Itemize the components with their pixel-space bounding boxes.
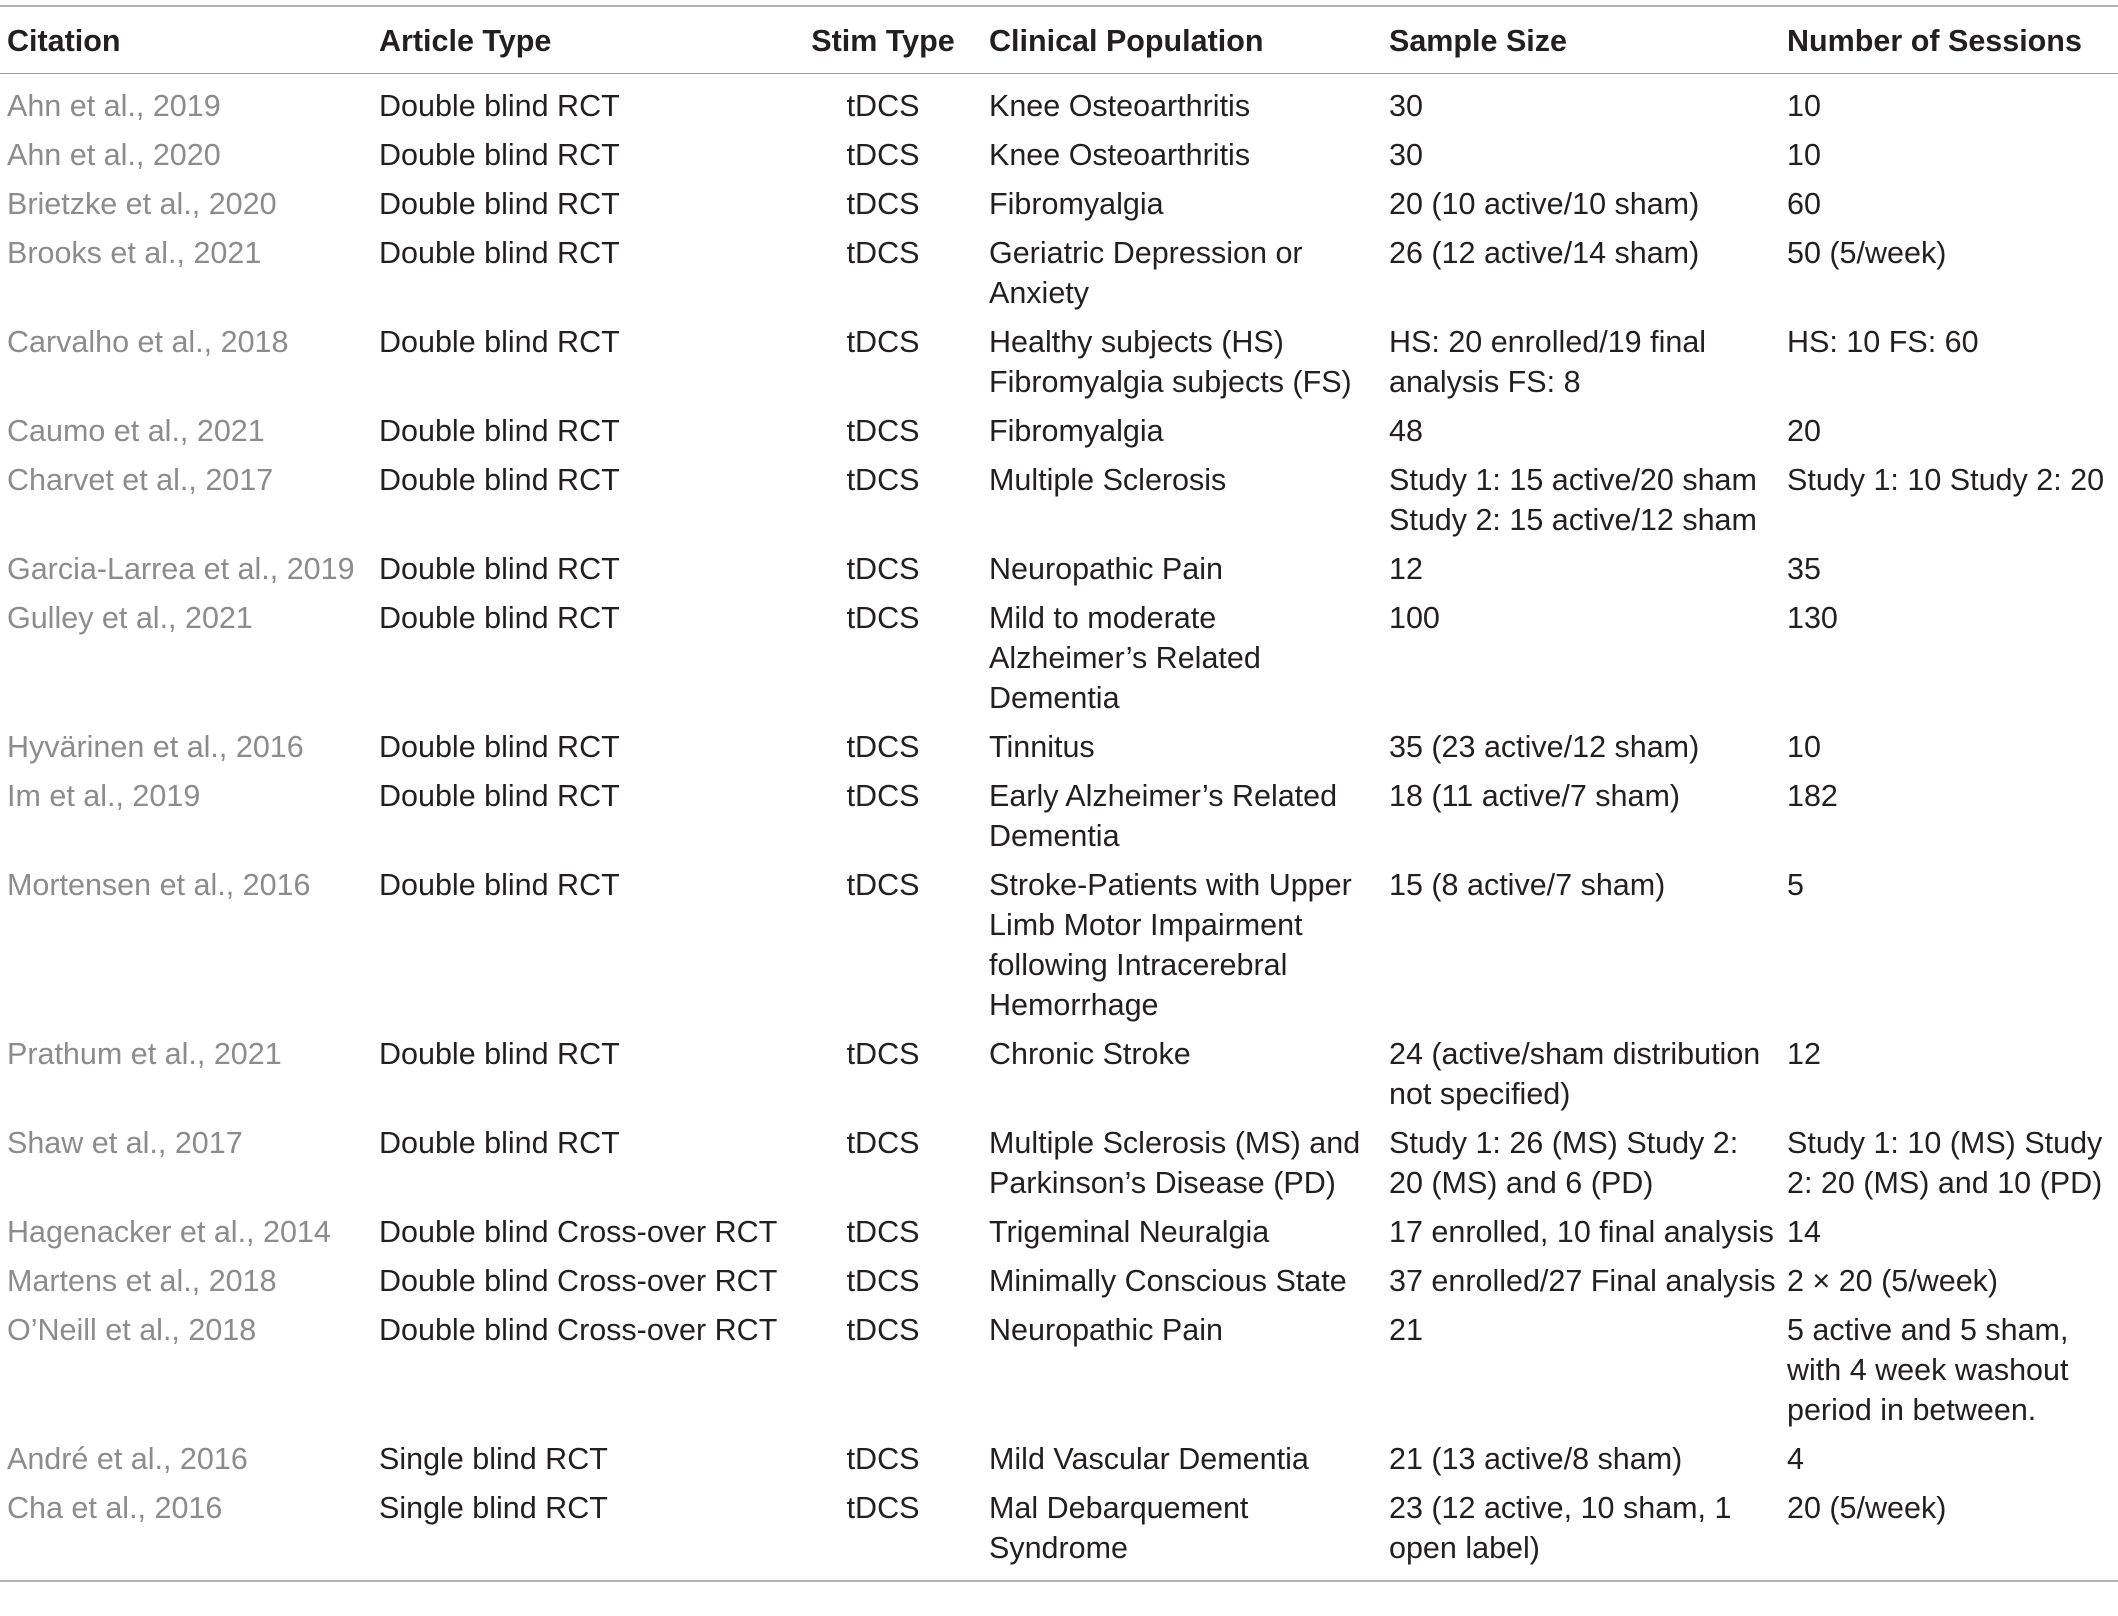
- cell-sample-size: 26 (12 active/14 sham): [1389, 236, 1700, 270]
- cell-clinical-population: Mild Vascular Dementia: [989, 1442, 1309, 1476]
- cell-sample-size: 35 (23 active/12 sham): [1389, 730, 1700, 764]
- cell-sessions: Study 1: 10 Study 2: 20: [1787, 463, 2105, 497]
- table-row: [0, 1434, 2118, 1483]
- cell-stim-type: tDCS: [846, 463, 920, 497]
- cell-citation: Mortensen et al., 2016: [7, 868, 311, 902]
- cell-article-type: Double blind RCT: [379, 1126, 620, 1160]
- cell-sessions: 10: [1787, 89, 1821, 123]
- cell-citation: Brooks et al., 2021: [7, 236, 262, 270]
- cell-sample-size: Study 1: 26 (MS) Study 2: 20 (MS) and 6 (PD): [1389, 1126, 1739, 1200]
- cell-stim-type: tDCS: [846, 325, 920, 359]
- table-row: [0, 771, 2118, 860]
- cell-sample-size: 21 (13 active/8 sham): [1389, 1442, 1683, 1476]
- header-sample-size: Sample Size: [1382, 7, 1780, 74]
- cell-clinical-population: Healthy subjects (HS) Fibromyalgia subjects (FS): [989, 325, 1352, 399]
- cell-stim-type: tDCS: [846, 1313, 920, 1347]
- header-clinical-population: Clinical Population: [982, 7, 1382, 74]
- cell-article-type: Double blind RCT: [379, 89, 620, 123]
- cell-sessions: 20 (5/week): [1787, 1491, 1947, 1525]
- cell-stim-type: tDCS: [846, 89, 920, 123]
- table-row: [0, 1029, 2118, 1118]
- cell-sessions: Study 1: 10 (MS) Study 2: 20 (MS) and 10 (PD): [1787, 1126, 2103, 1200]
- cell-sessions: 35: [1787, 552, 1821, 586]
- cell-citation: Martens et al., 2018: [7, 1264, 277, 1298]
- cell-stim-type: tDCS: [846, 236, 920, 270]
- cell-stim-type: tDCS: [846, 730, 920, 764]
- cell-citation: Hyvärinen et al., 2016: [7, 730, 304, 764]
- cell-sessions: 14: [1787, 1215, 1821, 1249]
- cell-sample-size: 37 enrolled/27 Final analysis: [1389, 1264, 1776, 1298]
- cell-stim-type: tDCS: [846, 1215, 920, 1249]
- cell-stim-type: tDCS: [846, 138, 920, 172]
- cell-stim-type: tDCS: [846, 1037, 920, 1071]
- table-row: [0, 1207, 2118, 1256]
- cell-clinical-population: Minimally Conscious State: [989, 1264, 1347, 1298]
- cell-clinical-population: Fibromyalgia: [989, 414, 1164, 448]
- table-row: [0, 179, 2118, 228]
- table-row: [0, 860, 2118, 1029]
- cell-article-type: Double blind RCT: [379, 1037, 620, 1071]
- cell-stim-type: tDCS: [846, 1126, 920, 1160]
- cell-clinical-population: Knee Osteoarthritis: [989, 89, 1251, 123]
- cell-stim-type: tDCS: [846, 187, 920, 221]
- cell-sample-size: 15 (8 active/7 sham): [1389, 868, 1666, 902]
- cell-citation: André et al., 2016: [7, 1442, 248, 1476]
- cell-sample-size: 100: [1389, 601, 1440, 635]
- cell-stim-type: tDCS: [846, 1442, 920, 1476]
- cell-article-type: Double blind RCT: [379, 730, 620, 764]
- studies-table-container: [0, 5, 2118, 1582]
- cell-sessions: HS: 10 FS: 60: [1787, 325, 1979, 359]
- cell-sample-size: 24 (active/sham distribution not specified): [1389, 1037, 1761, 1111]
- cell-sample-size: 30: [1389, 89, 1423, 123]
- cell-clinical-population: Stroke-Patients with Upper Limb Motor Impairment following Intracerebral Hemorrhage: [989, 868, 1352, 1022]
- table-row: [0, 317, 2118, 406]
- cell-sessions: 5 active and 5 sham, with 4 week washout period in between.: [1787, 1313, 2069, 1427]
- cell-sample-size: 30: [1389, 138, 1423, 172]
- table-row: [0, 74, 2118, 131]
- cell-stim-type: tDCS: [846, 414, 920, 448]
- cell-sessions: 5: [1787, 868, 1804, 902]
- cell-sessions: 4: [1787, 1442, 1804, 1476]
- table-row: [0, 130, 2118, 179]
- cell-sample-size: 17 enrolled, 10 final analysis: [1389, 1215, 1774, 1249]
- cell-citation: Prathum et al., 2021: [7, 1037, 282, 1071]
- cell-sessions: 50 (5/week): [1787, 236, 1947, 270]
- cell-article-type: Double blind RCT: [379, 868, 620, 902]
- cell-article-type: Double blind RCT: [379, 463, 620, 497]
- table-row: [0, 722, 2118, 771]
- cell-citation: Gulley et al., 2021: [7, 601, 253, 635]
- cell-clinical-population: Fibromyalgia: [989, 187, 1164, 221]
- cell-sample-size: HS: 20 enrolled/19 final analysis FS: 8: [1389, 325, 1707, 399]
- cell-sessions: 182: [1787, 779, 1838, 813]
- cell-article-type: Single blind RCT: [379, 1442, 608, 1476]
- cell-clinical-population: Chronic Stroke: [989, 1037, 1191, 1071]
- cell-article-type: Double blind Cross-over RCT: [379, 1215, 778, 1249]
- header-article-type: Article Type: [372, 7, 784, 74]
- cell-stim-type: tDCS: [846, 779, 920, 813]
- cell-sample-size: 48: [1389, 414, 1423, 448]
- cell-article-type: Single blind RCT: [379, 1491, 608, 1525]
- cell-citation: Cha et al., 2016: [7, 1491, 223, 1525]
- cell-sample-size: Study 1: 15 active/20 sham Study 2: 15 active/12 sham: [1389, 463, 1757, 537]
- cell-stim-type: tDCS: [846, 1491, 920, 1525]
- cell-clinical-population: Multiple Sclerosis: [989, 463, 1227, 497]
- cell-clinical-population: Neuropathic Pain: [989, 552, 1223, 586]
- cell-sessions: 60: [1787, 187, 1821, 221]
- cell-citation: Caumo et al., 2021: [7, 414, 265, 448]
- cell-clinical-population: Early Alzheimer’s Related Dementia: [989, 779, 1338, 853]
- cell-article-type: Double blind RCT: [379, 414, 620, 448]
- cell-sample-size: 21: [1389, 1313, 1423, 1347]
- cell-article-type: Double blind RCT: [379, 552, 620, 586]
- cell-citation: Ahn et al., 2020: [7, 138, 221, 172]
- header-stim-type: Stim Type: [784, 7, 982, 74]
- studies-table: [0, 7, 2118, 1580]
- cell-stim-type: tDCS: [846, 868, 920, 902]
- table-row: [0, 1305, 2118, 1434]
- cell-sessions: 20: [1787, 414, 1821, 448]
- table-row: [0, 406, 2118, 455]
- cell-citation: Hagenacker et al., 2014: [7, 1215, 331, 1249]
- cell-sample-size: 23 (12 active, 10 sham, 1 open label): [1389, 1491, 1732, 1565]
- cell-article-type: Double blind Cross-over RCT: [379, 1264, 778, 1298]
- cell-citation: O’Neill et al., 2018: [7, 1313, 257, 1347]
- table-row: [0, 455, 2118, 544]
- cell-clinical-population: Multiple Sclerosis (MS) and Parkinson’s Disease (PD): [989, 1126, 1361, 1200]
- cell-sessions: 10: [1787, 138, 1821, 172]
- cell-article-type: Double blind RCT: [379, 601, 620, 635]
- table-row: [0, 1118, 2118, 1207]
- table-header: [0, 7, 2118, 74]
- cell-clinical-population: Neuropathic Pain: [989, 1313, 1223, 1347]
- cell-citation: Garcia-Larrea et al., 2019: [7, 552, 355, 586]
- table-row: [0, 1483, 2118, 1580]
- cell-citation: Im et al., 2019: [7, 779, 201, 813]
- cell-citation: Charvet et al., 2017: [7, 463, 274, 497]
- cell-stim-type: tDCS: [846, 1264, 920, 1298]
- cell-stim-type: tDCS: [846, 552, 920, 586]
- cell-article-type: Double blind Cross-over RCT: [379, 1313, 778, 1347]
- table-row: [0, 228, 2118, 317]
- cell-citation: Brietzke et al., 2020: [7, 187, 277, 221]
- header-row: [0, 7, 2118, 74]
- cell-article-type: Double blind RCT: [379, 779, 620, 813]
- cell-sessions: 2 × 20 (5/week): [1787, 1264, 1999, 1298]
- cell-clinical-population: Mild to moderate Alzheimer’s Related Dementia: [989, 601, 1261, 715]
- cell-sessions: 12: [1787, 1037, 1821, 1071]
- cell-clinical-population: Trigeminal Neuralgia: [989, 1215, 1270, 1249]
- cell-sessions: 10: [1787, 730, 1821, 764]
- header-sessions: Number of Sessions: [1780, 7, 2118, 74]
- table-row: [0, 593, 2118, 722]
- cell-sample-size: 12: [1389, 552, 1423, 586]
- cell-sample-size: 20 (10 active/10 sham): [1389, 187, 1700, 221]
- cell-citation: Carvalho et al., 2018: [7, 325, 289, 359]
- cell-stim-type: tDCS: [846, 601, 920, 635]
- cell-clinical-population: Geriatric Depression or Anxiety: [989, 236, 1303, 310]
- cell-citation: Shaw et al., 2017: [7, 1126, 243, 1160]
- cell-citation: Ahn et al., 2019: [7, 89, 221, 123]
- cell-article-type: Double blind RCT: [379, 236, 620, 270]
- cell-article-type: Double blind RCT: [379, 138, 620, 172]
- table-row: [0, 1256, 2118, 1305]
- cell-article-type: Double blind RCT: [379, 187, 620, 221]
- table-body: [0, 74, 2118, 1581]
- cell-sessions: 130: [1787, 601, 1838, 635]
- cell-clinical-population: Mal Debarquement Syndrome: [989, 1491, 1249, 1565]
- cell-sample-size: 18 (11 active/7 sham): [1389, 779, 1681, 813]
- cell-clinical-population: Tinnitus: [989, 730, 1095, 764]
- table-row: [0, 544, 2118, 593]
- cell-article-type: Double blind RCT: [379, 325, 620, 359]
- cell-clinical-population: Knee Osteoarthritis: [989, 138, 1251, 172]
- header-citation: Citation: [0, 7, 372, 74]
